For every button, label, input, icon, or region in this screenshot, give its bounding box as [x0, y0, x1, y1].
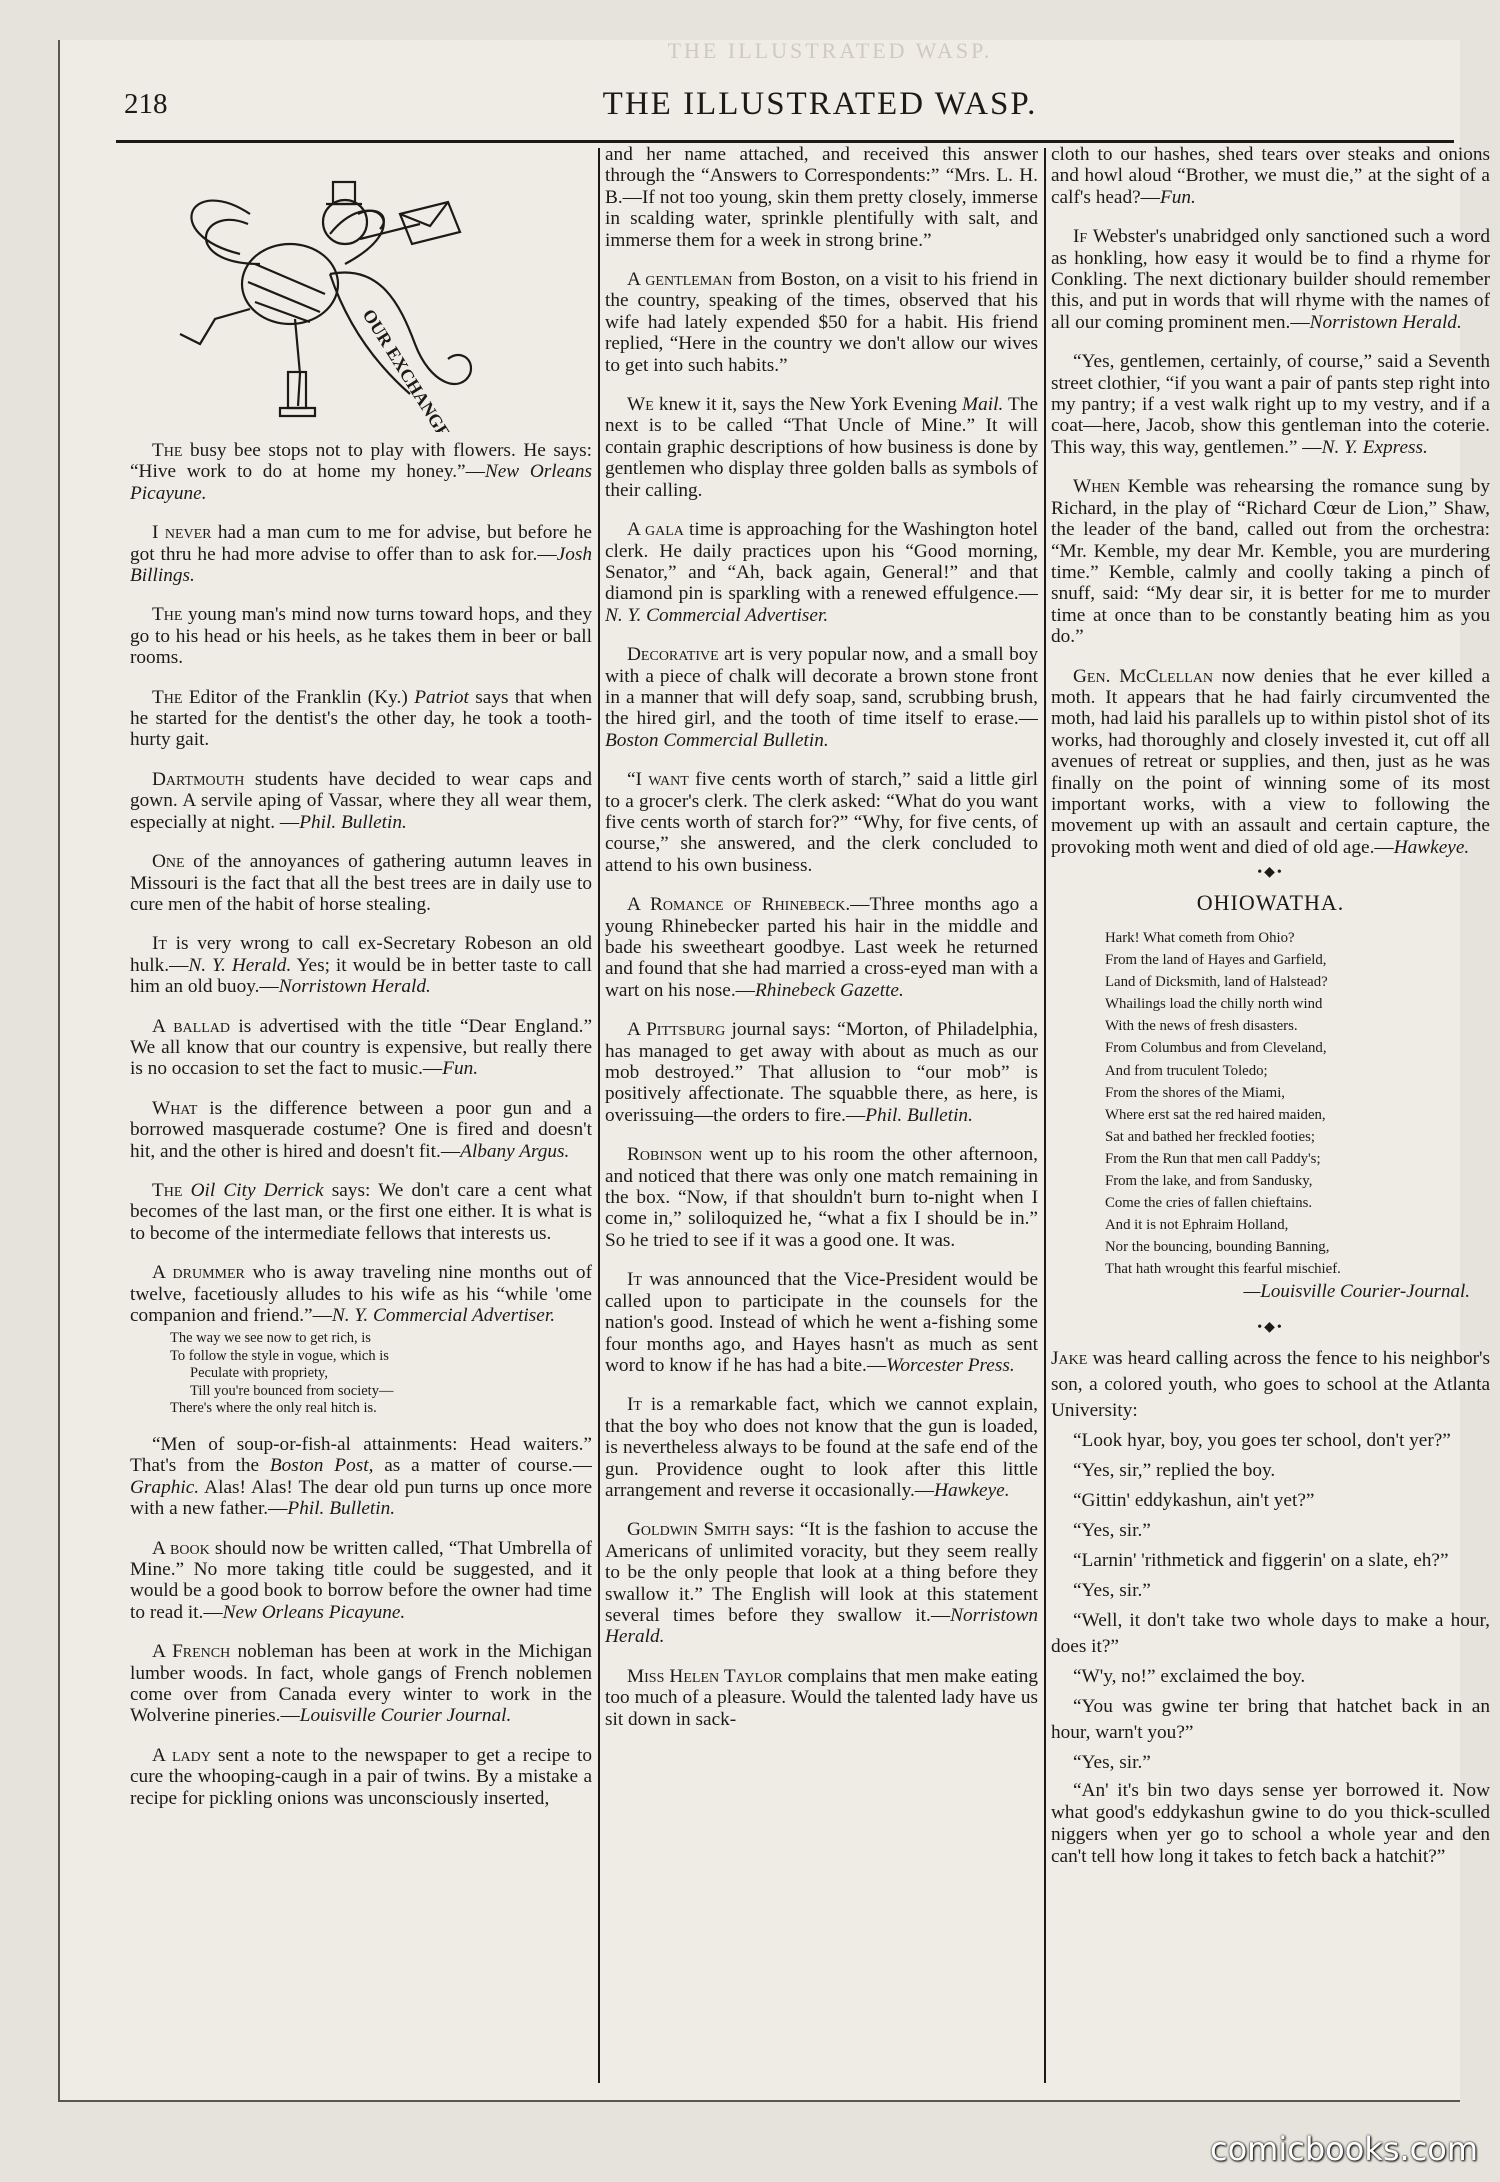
- article: The busy bee stops not to play with flowers. He says: “Hive work to do at home my honey.”—New Orleans Picayune.: [130, 440, 592, 504]
- dialog-line: “Yes, sir,” replied the boy.: [1073, 1460, 1276, 1481]
- column-3: [1051, 144, 1490, 2086]
- article: The Editor of the Franklin (Ky.) Patriot says that when he started for the dentist's the other day, he took a tooth-hurty gait.: [130, 686, 592, 751]
- bleed-through-text: THE ILLUSTRATED WASP.: [667, 38, 993, 63]
- dialog-line: “An' it's bin two days sense yer borrowed it. Now what good's eddykashun gwine to do you thick-sculled niggers when yer go to school a whole year and den can't tell how long it takes to fetch back a hatchit?”: [1051, 1780, 1490, 1867]
- article: One of the annoyances of gathering autumn leaves in Missouri is the fact that all the best trees are in daily use to cure men of the habit of horse stealing.: [130, 851, 592, 915]
- article: The Oil City Derrick says: We don't care a cent what becomes of the last man, or the first one either. It is what is to become of the intermediate fellows that interests us.: [130, 1179, 592, 1244]
- ornament-divider: •◆•: [1257, 1319, 1284, 1335]
- page-number: 218: [124, 88, 168, 120]
- article: It was announced that the Vice-President would be called upon to participate in the counsels for the nation's good. Instead of which he went a-fishing some four months ago, and Hayes hasn't as much as sent word to know if he has had a bite.—Worcester Press.: [605, 1269, 1038, 1376]
- column-2: [605, 144, 1038, 2086]
- poem-title: OHIOWATHA.: [1196, 889, 1345, 915]
- article: Dartmouth students have decided to wear caps and gown. A servile aping of Vassar, where they all wear them, especially at night. —Phil. Bulletin.: [130, 768, 592, 833]
- dialog-line: “Larnin' 'rithmetick and figgerin' on a slate, eh?”: [1073, 1550, 1449, 1571]
- masthead-title: THE ILLUSTRATED WASP.: [602, 86, 1038, 122]
- article: If Webster's unabridged only sanctioned such a word as honkling, how easy it would be to find a rhyme for Conkling. The next dictionary builder should remember this, and put in words that will rhyme with the names of all our coming prominent men.—Norristown Herald.: [1051, 226, 1490, 333]
- page-header: [60, 40, 1460, 140]
- article: and her name attached, and received this answer through the “Answers to Correspondents:” “Mrs. L. H. B.—If not too young, skin them pretty closely, immerse in scalding water, sprinkle plentifully with salt, and immerse them for a week in strong brine.”: [605, 144, 1038, 251]
- article: A book should now be written called, “That Umbrella of Mine.” No more taking title could be suggested, and it would be a good book to borrow before the owner had time to read it.—New Orleans Picayune.: [130, 1537, 592, 1623]
- banner-text: OUR EXCHANGES: [358, 305, 460, 432]
- poem: Hark! What cometh from Ohio? From the land of Hayes and Garfield, Land of Dicksmith, land of Halstead? Whailings load the chilly north wind With the news of fresh disasters. From Columbus and from Cleveland, And from truculent Toledo; From the shores of the Miami, Where erst sat the red haired maiden, Sat and bathed her freckled footies; From the Run that men call Paddy's; From the lake, and from Sandusky, Come the cries of fallen chieftains. And it is not Ephraim Holland, Nor the bouncing, bounding Banning, That hath wrought this fearful mischief. —Louisville Courier-Journal.: [1105, 930, 1470, 1302]
- article: “Yes, gentlemen, certainly, of course,” said a Seventh street clothier, “if you want a pair of pants step right into my pantry; if a vest walk right up to my vestry, and if a coat—here, Jacob, show this gentleman into the coterie. This way, this way, gentlemen.” —N. Y. Express.: [1051, 351, 1490, 458]
- dialog-line: “Gittin' eddykashun, ain't yet?”: [1073, 1490, 1315, 1511]
- article: Decorative art is very popular now, and a small boy with a piece of chalk will decorate a brown stone front in a manner that will defy soap, sand, scrubbing brush, the hired girl, and the tooth of time itself to erase.—Boston Commercial Bulletin.: [605, 644, 1038, 751]
- article: A French nobleman has been at work in the Michigan lumber woods. In fact, whole gangs of French noblemen come over from Canada every winter to work in the Wolverine pineries.—Louisville Courier Journal.: [130, 1641, 592, 1727]
- article: “Men of soup-or-fish-al attainments: Head waiters.” That's from the Boston Post, as a matter of course.—Graphic. Alas! Alas! The dear old pun turns up once more with a new father.—Phil. Bulletin.: [130, 1433, 592, 1520]
- newspaper-page: [58, 38, 1490, 2102]
- columns: [130, 144, 1490, 2086]
- dialog-line: “Yes, sir.”: [1073, 1520, 1151, 1541]
- article: The young man's mind now turns toward hops, and they go to his head or his heels, as he takes them in beer or ball rooms.: [130, 604, 592, 669]
- article: Jake was heard calling across the fence to his neighbor's son, a colored youth, who goes to school at the Atlanta University:: [1051, 1348, 1490, 1421]
- column-rule: [598, 148, 600, 2083]
- dialog-line: “Look hyar, boy, you goes ter school, don't yer?”: [1073, 1430, 1451, 1451]
- bee-illustration: [130, 144, 592, 432]
- article: I never had a man cum to me for advise, but before he got thru he had more advise to offer than to ask for.—Josh Billings.: [130, 522, 592, 587]
- article: “I want five cents worth of starch,” said a little girl to a grocer's clerk. The clerk asked: “What do you want five cents worth of starch for?” “Why, for five cents, of course,” she answered, and the clerk concluded to attend to his own business.: [605, 769, 1038, 876]
- article: It is very wrong to call ex-Secretary Robeson an old hulk.—N. Y. Herald. Yes; it would be in better taste to call him an old buoy.—Norristown Herald.: [130, 933, 592, 998]
- dialog-line: “Yes, sir.”: [1073, 1580, 1151, 1601]
- article: A Romance of Rhinebeck.—Three months ago a young Rhinebecker parted his hair in the middle and bade his sweetheart goodbye. Last week he returned and found that she had married a cross-eyed man with a wart on his nose.—Rhinebeck Gazette.: [605, 894, 1038, 1001]
- poem-source: —Louisville Courier-Journal.: [1243, 1280, 1470, 1302]
- article: A drummer who is away traveling nine months out of twelve, facetiously alludes to his wife as his “while 'ome companion and friend.”—N. Y. Commercial Advertiser.: [130, 1262, 592, 1326]
- article: A Pittsburg journal says: “Morton, of Philadelphia, has managed to get away with about as much as our mob destroyed.” That allusion to “our mob” is positively affectionate. The squabble there, as here, is overissuing—the orders to fire.—Phil. Bulletin.: [605, 1019, 1038, 1126]
- header-rule: [116, 140, 1454, 143]
- dialog-line: “Yes, sir.”: [1073, 1752, 1151, 1773]
- bee-icon: [130, 144, 592, 432]
- article: We knew it it, says the New York Evening Mail. The next is to be called “That Uncle of Mine.” It will contain graphic descriptions of how business is done by gentlemen who display three golden balls as symbols of their calling.: [605, 394, 1038, 501]
- article: A lady sent a note to the newspaper to get a recipe to cure the whooping-caugh in a pair of twins. By a mistake a recipe for pickling onions was unconsciously inserted,: [130, 1744, 592, 1809]
- column-1: [130, 144, 592, 2086]
- watermark: comicbooks.com: [1209, 2130, 1478, 2168]
- article: Miss Helen Taylor complains that men make eating too much of a pleasure. Would the talented lady have us sit down in sack-: [605, 1665, 1038, 1730]
- article: Goldwin Smith says: “It is the fashion to accuse the Americans of unlimited voracity, but they seem really to be the only people that look at a thing before they swallow it.” The English will look at this statement several times before they swallow it.—Norristown Herald.: [605, 1519, 1038, 1648]
- dialog-line: “W'y, no!” exclaimed the boy.: [1073, 1666, 1306, 1687]
- article: What is the difference between a poor gun and a borrowed masquerade costume? One is fired and doesn't hit, and the other is hired and doesn't fit.—Albany Argus.: [130, 1097, 592, 1162]
- dialog-line: “You was gwine ter bring that hatchet back in an hour, warn't you?”: [1051, 1696, 1490, 1743]
- article: Gen. McClellan now denies that he ever killed a moth. It appears that he had fairly circumvented the moth, had laid his parallels up to within pistol shot of its works, had thoroughly and closely invested it, cut off all avenues of retreat or supplies, and then, just as he was finally on the point of winning some of its most important works, with a view to following the movement up with an assault and certain capture, the provoking moth went and died of old age.—Hawkeye.: [1051, 665, 1490, 858]
- article: cloth to our hashes, shed tears over steaks and onions and howl aloud “Brother, we must die,” at the sight of a calf's head?—Fun.: [1051, 144, 1490, 208]
- verse: The way we see now to get rich, is To follow the style in vogue, which is Peculate with propriety, Till you're bounced from society— There's where the only real hitch is.: [170, 1330, 394, 1417]
- article: A gala time is approaching for the Washington hotel clerk. He daily practices upon his “Good morning, Senator,” and “Ah, back again, General!” and that diamond pin is sparkling with a renewed effulgence.—N. Y. Commercial Advertiser.: [605, 519, 1038, 626]
- column-rule: [1044, 148, 1046, 2083]
- ornament-divider: •◆•: [1257, 865, 1284, 881]
- article: It is a remarkable fact, which we cannot explain, that the boy who does not know that the gun is loaded, is nevertheless always to be found at the safe end of the gun. Providence ought to look after this little arrangement and reverse it occasionally.—Hawkeye.: [605, 1394, 1038, 1501]
- article: When Kemble was rehearsing the romance sung by Richard, in the play of “Richard Cœur de Lion,” Shaw, the leader of the band, called out from the orchestra: “Mr. Kemble, my dear Mr. Kemble, you are murdering time.” Kemble, calmly and coolly taking a pinch of snuff, said: “My dear sir, it is better for me to murder time at once than to be constantly beating him as you do.”: [1051, 476, 1490, 648]
- article: A gentleman from Boston, on a visit to his friend in the country, speaking of the times, observed that his wife had lately expended $50 for a habit. His friend replied, “Here in the country we don't allow our wives to get into such habits.”: [605, 269, 1038, 376]
- article: Robinson went up to his room the other afternoon, and noticed that there was only one match remaining in the box. “Now, if that shouldn't burn to-night when I come in,” soliloquized he, “what a fix I should be in.” So he tried to see if it was a good one. It was.: [605, 1144, 1038, 1251]
- article: A ballad is advertised with the title “Dear England.” We all know that our country is expensive, but really there is no occasion to set the fact to music.—Fun.: [130, 1015, 592, 1080]
- dialog-line: “Well, it don't take two whole days to make a hour, does it?”: [1051, 1610, 1490, 1657]
